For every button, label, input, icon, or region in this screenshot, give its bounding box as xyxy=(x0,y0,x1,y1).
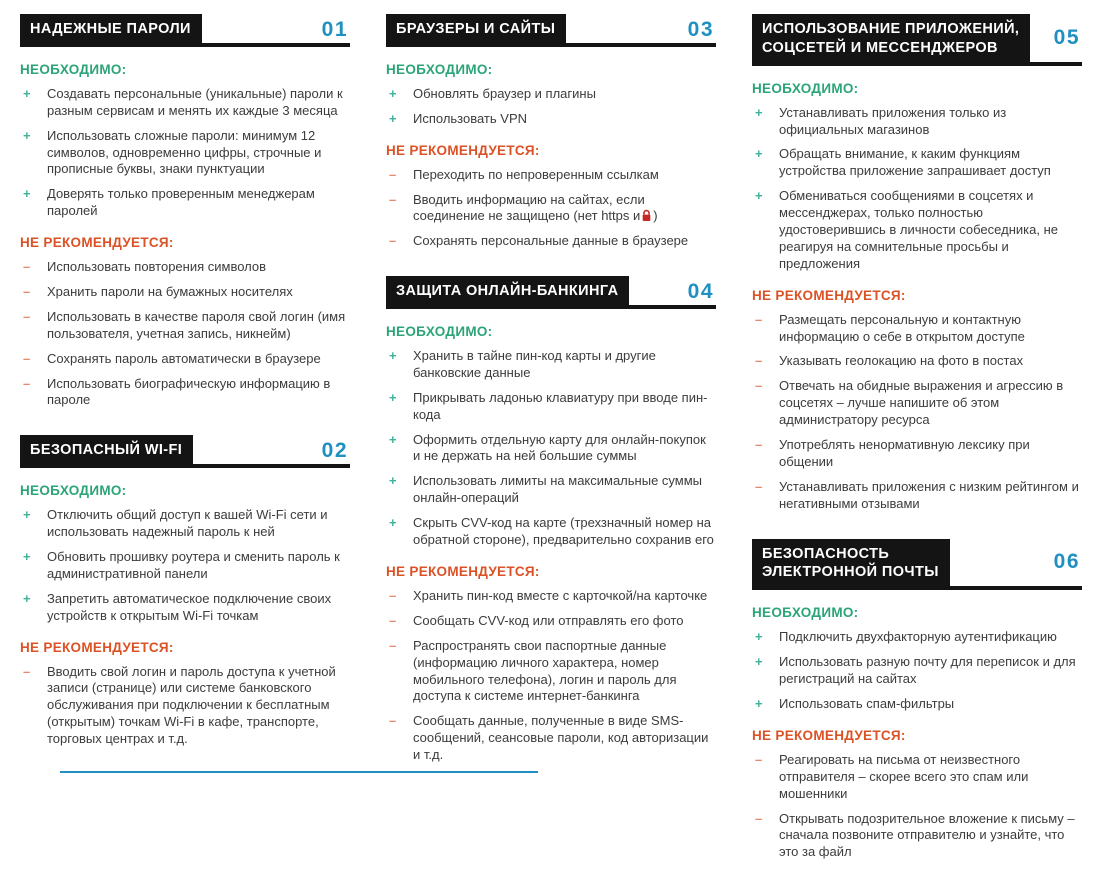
list-item xyxy=(752,378,1082,429)
section-strong-passwords xyxy=(20,14,350,409)
dont-list xyxy=(386,167,716,251)
list-item-text: Создавать персональные (уникальные) пароли к разным сервисам и менять их каждые 3 месяца xyxy=(47,85,343,118)
list-item-text: Использовать VPN xyxy=(413,110,528,126)
list-item xyxy=(20,351,350,368)
plus-icon: + xyxy=(389,85,397,101)
section-number: 05 xyxy=(1053,25,1080,49)
list-item xyxy=(386,713,716,764)
list-item xyxy=(386,473,716,507)
list-item-text: Обновить прошивку роутера и сменить пароль к административной панели xyxy=(47,548,340,581)
section-title xyxy=(386,276,629,305)
minus-icon: – xyxy=(389,713,397,729)
list-item-text: Запретить автоматическое подключение своих устройств к открытым Wi-Fi точкам xyxy=(47,590,332,623)
dont-list xyxy=(752,752,1082,861)
minus-icon: – xyxy=(23,308,31,324)
list-item-text: Обращать внимание, к каким функциям устройства приложение запрашивает доступ xyxy=(779,146,1051,179)
minus-icon: – xyxy=(389,587,397,603)
column-3 xyxy=(752,14,1082,869)
section-title-line: БРАУЗЕРЫ И САЙТЫ xyxy=(396,21,556,37)
list-item-text: Указывать геолокацию на фото в постах xyxy=(779,353,1024,369)
list-item-text: Сообщать данные, полученные в виде SMS-сообщений, сеансовые пароли, код авторизации и т.д. xyxy=(413,713,709,763)
dont-heading: НЕ РЕКОМЕНДУЕТСЯ: xyxy=(752,287,906,303)
list-item-text: Доверять только проверенным менеджерам паролей xyxy=(47,186,315,219)
dont-list xyxy=(752,312,1082,513)
do-list xyxy=(20,507,350,624)
footer-rule xyxy=(60,771,538,773)
list-item-text: Использовать спам-фильтры xyxy=(779,695,955,711)
plus-icon: + xyxy=(755,695,763,711)
plus-icon: + xyxy=(389,348,397,364)
plus-icon: + xyxy=(389,431,397,447)
list-item-text: Реагировать на письма от неизвестного отправителя – скорее всего это спам или мошенники xyxy=(779,751,1029,801)
minus-icon: – xyxy=(389,612,397,628)
list-item-text: Вводить свой логин и пароль доступа к учетной записи (странице) или системе банковского обслуживания при подключении к бесплатным (открытым) точкам Wi-Fi в кафе, транспорте, торговых центрах и т.д. xyxy=(47,663,336,747)
list-item xyxy=(386,390,716,424)
list-item-text: Использовать сложные пароли: минимум 12 символов, одновременно цифры, строчные и прописные буквы, знаки пунктуации xyxy=(47,127,322,177)
list-item xyxy=(386,167,716,184)
list-item-text: Использовать биографическую информацию в пароле xyxy=(47,375,331,408)
list-item xyxy=(752,188,1082,272)
section-header xyxy=(20,14,350,47)
list-item xyxy=(752,752,1082,803)
list-item xyxy=(752,105,1082,139)
section-header xyxy=(752,14,1082,66)
column-1 xyxy=(20,14,350,869)
list-item xyxy=(752,353,1082,370)
list-item xyxy=(386,86,716,103)
minus-icon: – xyxy=(755,478,763,494)
list-item xyxy=(20,591,350,625)
section-title-line: ЭЛЕКТРОННОЙ ПОЧТЫ xyxy=(762,564,939,581)
plus-icon: + xyxy=(755,629,763,645)
list-item-text: Использовать лимиты на максимальные суммы онлайн-операций xyxy=(413,473,702,506)
list-item xyxy=(752,811,1082,862)
minus-icon: – xyxy=(389,191,397,207)
plus-icon: + xyxy=(389,515,397,531)
list-item-text: Подключить двухфакторную аутентификацию xyxy=(779,629,1057,645)
list-item xyxy=(752,146,1082,180)
list-item-text: Использовать в качестве пароля свой логин (имя пользователя, учетная запись, никнейм) xyxy=(47,308,346,341)
section-browsers-sites xyxy=(386,14,716,250)
list-item xyxy=(386,588,716,605)
section-header xyxy=(386,14,716,47)
plus-icon: + xyxy=(389,473,397,489)
section-title xyxy=(20,14,202,43)
list-item xyxy=(386,192,716,226)
do-list xyxy=(20,86,350,220)
do-heading: НЕОБХОДИМО: xyxy=(386,61,493,77)
dont-heading: НЕ РЕКОМЕНДУЕТСЯ: xyxy=(20,639,174,655)
do-heading: НЕОБХОДИМО: xyxy=(752,605,859,621)
section-title xyxy=(20,435,193,464)
list-item-text: Обмениваться сообщениями в соцсетях и мессенджерах, только полностью удостоверившись в личности собеседника, не реагируя на сомнительные просьбы и предложения xyxy=(779,188,1058,271)
section-header xyxy=(20,435,350,468)
list-item xyxy=(752,654,1082,688)
do-heading: НЕОБХОДИМО: xyxy=(20,61,127,77)
list-item xyxy=(752,629,1082,646)
list-item xyxy=(20,259,350,276)
section-header xyxy=(752,539,1082,591)
minus-icon: – xyxy=(755,311,763,327)
minus-icon: – xyxy=(755,810,763,826)
section-title xyxy=(386,14,566,43)
list-item-text: Употреблять ненормативную лексику при общении xyxy=(779,437,1030,469)
list-item xyxy=(386,613,716,630)
list-item-text: Хранить пароли на бумажных носителях xyxy=(47,283,293,299)
do-list xyxy=(752,105,1082,273)
plus-icon: + xyxy=(755,146,763,162)
list-item xyxy=(752,312,1082,346)
section-title-line: БЕЗОПАСНОСТЬ xyxy=(762,545,890,562)
list-item-text: Устанавливать приложения только из официальных магазинов xyxy=(779,104,1007,137)
list-item xyxy=(386,432,716,466)
minus-icon: – xyxy=(755,751,763,767)
plus-icon: + xyxy=(755,654,763,670)
list-item-text: Сохранять пароль автоматически в браузере xyxy=(47,350,321,366)
section-title-line: ИСПОЛЬЗОВАНИЕ ПРИЛОЖЕНИЙ, xyxy=(762,21,1020,37)
section-number: 01 xyxy=(321,17,348,41)
section-title-line: НАДЕЖНЫЕ ПАРОЛИ xyxy=(30,21,191,37)
section-title-line: ЗАЩИТА ОНЛАЙН-БАНКИНГА xyxy=(396,283,619,300)
list-item-text: Прикрывать ладонью клавиатуру при вводе пин-кода xyxy=(413,389,708,422)
list-item-text xyxy=(413,192,716,226)
section-email-security xyxy=(752,539,1082,862)
section-number: 06 xyxy=(1053,550,1080,574)
minus-icon: – xyxy=(23,259,31,275)
minus-icon: – xyxy=(755,378,763,394)
plus-icon: + xyxy=(23,590,31,606)
list-item-text: Использовать повторения символов xyxy=(47,259,267,275)
list-item-text: Использовать разную почту для переписок и для регистраций на сайтах xyxy=(779,654,1076,687)
section-number: 03 xyxy=(687,17,714,41)
list-item-text: Отключить общий доступ к вашей Wi-Fi сети и использовать надежный пароль к ней xyxy=(47,507,328,540)
plus-icon: + xyxy=(389,389,397,405)
list-item-text: Хранить в тайне пин-код карты и другие банковские данные xyxy=(413,348,656,380)
list-item xyxy=(386,515,716,549)
list-item-text: Размещать персональную и контактную информацию о себе в открытом доступе xyxy=(779,311,1025,344)
list-item xyxy=(386,348,716,382)
list-item-text: Скрыть CVV-код на карте (трехзначный номер на обратной стороне), предварительно сохранив его xyxy=(413,515,714,548)
section-online-banking xyxy=(386,276,716,764)
minus-icon: – xyxy=(23,663,31,679)
list-item-text: Открывать подозрительное вложение к письму – сначала позвоните отправителю и узнайте, что это за файл xyxy=(779,810,1075,860)
dont-list xyxy=(386,588,716,764)
section-header xyxy=(386,276,716,309)
section-number: 04 xyxy=(687,280,714,304)
minus-icon: – xyxy=(23,350,31,366)
list-item xyxy=(20,309,350,343)
list-item-text: Распространять свои паспортные данные (информацию личного характера, номер мобильного телефона), логин и пароль для доступа к системе интернет-банкинга xyxy=(413,637,677,704)
minus-icon: – xyxy=(23,283,31,299)
list-item xyxy=(752,696,1082,713)
plus-icon: + xyxy=(23,127,31,143)
dont-list xyxy=(20,259,350,409)
list-item xyxy=(752,437,1082,471)
do-list xyxy=(752,629,1082,713)
list-item-text: Хранить пин-код вместе с карточкой/на карточке xyxy=(413,587,708,603)
list-item xyxy=(20,284,350,301)
column-2 xyxy=(386,14,716,869)
list-item-text: Оформить отдельную карту для онлайн-покупок и не держать на ней большие суммы xyxy=(413,431,706,464)
list-item xyxy=(386,638,716,706)
list-item xyxy=(20,549,350,583)
minus-icon: – xyxy=(389,233,397,249)
list-item xyxy=(386,111,716,128)
plus-icon: + xyxy=(755,188,763,204)
do-list xyxy=(386,348,716,549)
plus-icon: + xyxy=(23,186,31,202)
list-item-text: Устанавливать приложения с низким рейтингом и негативными отзывами xyxy=(779,478,1079,511)
section-title-line: БЕЗОПАСНЫЙ WI-FI xyxy=(30,442,183,459)
plus-icon: + xyxy=(23,507,31,523)
item-text-after-lock: ) xyxy=(653,208,658,224)
do-heading: НЕОБХОДИМО: xyxy=(20,483,127,499)
lock-icon xyxy=(641,209,652,222)
section-title xyxy=(752,14,1030,62)
item-text-before-lock: Вводить информацию на сайтах, если соединение не защищено (нет https и xyxy=(413,191,645,224)
section-title-line: СОЦСЕТЕЙ И МЕССЕНДЖЕРОВ xyxy=(762,39,998,56)
dont-heading: НЕ РЕКОМЕНДУЕТСЯ: xyxy=(386,142,540,158)
minus-icon: – xyxy=(755,437,763,453)
list-item xyxy=(20,86,350,120)
plus-icon: + xyxy=(23,85,31,101)
dont-heading: НЕ РЕКОМЕНДУЕТСЯ: xyxy=(386,563,540,579)
section-safe-wifi xyxy=(20,435,350,748)
dont-list xyxy=(20,664,350,748)
minus-icon: – xyxy=(23,375,31,391)
list-item-text: Отвечать на обидные выражения и агрессию в соцсетях – лучше напишите об этом администратору ресурса xyxy=(779,378,1064,428)
section-title xyxy=(752,539,950,587)
minus-icon: – xyxy=(389,637,397,653)
list-item xyxy=(20,186,350,220)
list-item-text: Переходить по непроверенным ссылкам xyxy=(413,166,659,182)
dont-heading: НЕ РЕКОМЕНДУЕТСЯ: xyxy=(20,235,174,251)
list-item xyxy=(20,664,350,748)
list-item xyxy=(20,507,350,541)
do-list xyxy=(386,86,716,128)
section-number: 02 xyxy=(321,439,348,463)
plus-icon: + xyxy=(755,104,763,120)
list-item xyxy=(20,128,350,179)
do-heading: НЕОБХОДИМО: xyxy=(386,324,493,340)
list-item-text: Сохранять персональные данные в браузере xyxy=(413,233,689,249)
list-item-text: Сообщать CVV-код или отправлять его фото xyxy=(413,612,684,628)
do-heading: НЕОБХОДИМО: xyxy=(752,80,859,96)
list-item xyxy=(20,376,350,410)
section-apps-social-messengers xyxy=(752,14,1082,513)
dont-heading: НЕ РЕКОМЕНДУЕТСЯ: xyxy=(752,727,906,743)
minus-icon: – xyxy=(755,353,763,369)
list-item-text: Обновлять браузер и плагины xyxy=(413,85,596,101)
plus-icon: + xyxy=(23,548,31,564)
plus-icon: + xyxy=(389,110,397,126)
minus-icon: – xyxy=(389,166,397,182)
list-item xyxy=(752,479,1082,513)
list-item xyxy=(386,233,716,250)
